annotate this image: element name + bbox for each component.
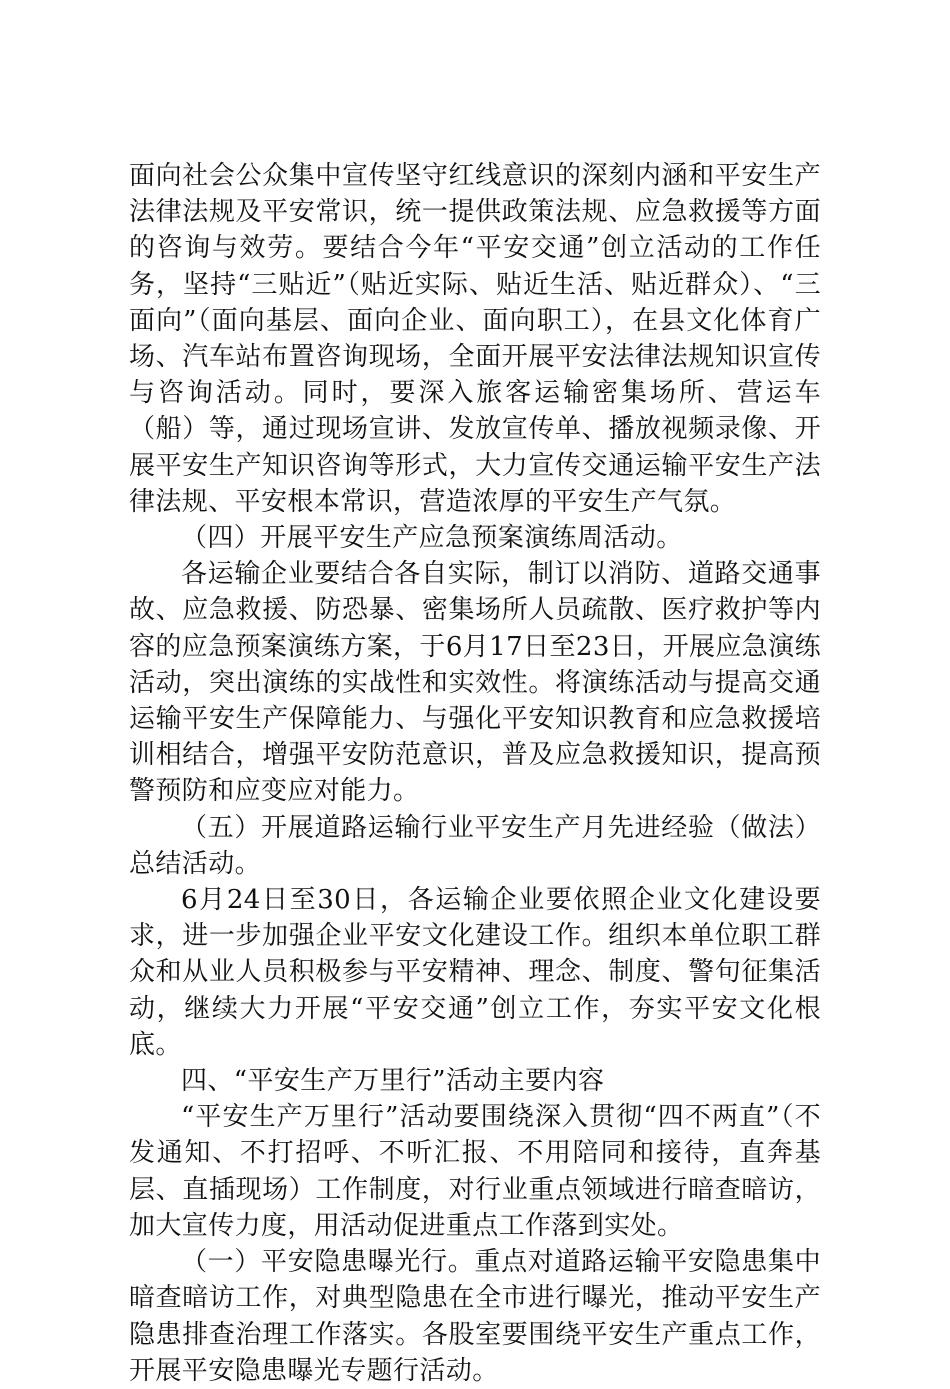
document-body xyxy=(129,158,821,1389)
paragraph-culture-building: 6月24日至30日，各运输企业要依照企业文化建设要求，进一步加强企业平安文化建设工作。组织本单位职工群众和从业人员积极参与平安精神、理念、制度、警句征集活动，继续大力开展“平安交通”创立工作，夯实平安文化根底。 xyxy=(129,885,821,1060)
paragraph-hazard-exposure: （一）平安隐患曝光行。重点对道路运输平安隐患集中暗查暗访工作，对典型隐患在全市进行曝光，推动平安生产隐患排查治理工作落实。各股室要围绕平安生产重点工作，开展平安隐患曝光专题行活动。 xyxy=(129,1247,821,1386)
paragraph-heading-5: （五）开展道路运输行业平安生产月先进经验（做法）总结活动。 xyxy=(129,812,821,879)
paragraph-four-nos: “平安生产万里行”活动要围绕深入贯彻“四不两直”（不发通知、不打招呼、不听汇报、不用陪同和接待，直奔基层、直插现场）工作制度，对行业重点领域进行暗查暗访，加大宣传力度，用活动促进重点工作落到实处。 xyxy=(129,1102,821,1241)
paragraph-heading-4: （四）开展平安生产应急预案演练周活动。 xyxy=(181,523,683,554)
paragraph-continuation: 面向社会公众集中宣传坚守红线意识的深刻内涵和平安生产法律法规及平安常识，统一提供政策法规、应急救援等方面的咨询与效劳。要结合今年“平安交通”创立活动的工作任务，坚持“三贴近”（贴近实际、贴近生活、贴近群众）、“三面向”（面向基层、面向企业、面向职工），在县文化体育广场、汽车站布置咨询现场，全面开展平安法律法规知识宣传与咨询活动。同时，要深入旅客运输密集场所、营运车（船）等，通过现场宣讲、发放宣传单、播放视频录像、开展平安生产知识咨询等形式，大力宣传交通运输平安生产法律法规、平安根本常识，营造浓厚的平安生产气氛。 xyxy=(129,161,821,517)
paragraph-section-4-heading: 四、“平安生产万里行”活动主要内容 xyxy=(181,1066,605,1097)
paragraph-drill-week: 各运输企业要结合各自实际，制订以消防、道路交通事故、应急救援、防恐暴、密集场所人员疏散、医疗救护等内容的应急预案演练方案，于6月17日至23日，开展应急演练活动，突出演练的实战性和实效性。将演练活动与提高交通运输平安生产保障能力、与强化平安知识教育和应急救援培训相结合，增强平安防范意识，普及应急救援知识，提高预警预防和应变应对能力。 xyxy=(129,559,821,807)
